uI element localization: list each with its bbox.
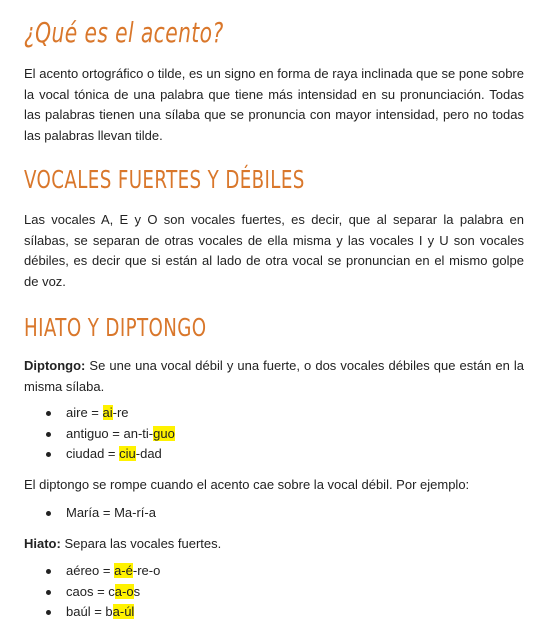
paragraph-vowels: Las vocales A, E y O son vocales fuertes, es decir, que al separar la palabra en sílabas, se separan de otras vocales de ella misma y las vocales I y U son vocales débiles, es decir que si están al lado de otra vocal se pronuncian en el mismo golpe de voz. bbox=[24, 212, 524, 289]
break-example-list bbox=[46, 503, 156, 524]
example-list-item bbox=[46, 602, 160, 623]
highlighted-syllable: a-o bbox=[114, 583, 134, 599]
syllable-text: c bbox=[108, 583, 115, 599]
highlighted-syllable: a-úl bbox=[112, 604, 135, 619]
syllable-text: Ma-rí-a bbox=[114, 505, 156, 520]
syllable-text: -re-o bbox=[132, 563, 161, 578]
hiato-definition: Separa las vocales fuertes. bbox=[60, 536, 222, 551]
equals-sign: = bbox=[87, 405, 103, 420]
equals-sign: = bbox=[99, 505, 115, 520]
syllable-text: an-ti- bbox=[123, 425, 154, 441]
highlighted-syllable: a-é bbox=[114, 563, 133, 578]
example-word: María bbox=[66, 505, 100, 520]
paragraph-diptongo bbox=[24, 356, 524, 397]
equals-sign: = bbox=[90, 604, 106, 619]
diptongo-example-list bbox=[46, 403, 175, 465]
diptongo-definition: Se une una vocal débil y una fuerte, o dos vocales débiles que están en la misma sílaba. bbox=[24, 358, 524, 394]
equals-sign: = bbox=[108, 425, 124, 441]
highlighted-syllable: guo bbox=[153, 425, 175, 441]
hiato-example-list bbox=[46, 561, 160, 623]
paragraph-diptongo-break: El diptongo se rompe cuando el acento cae sobre la vocal débil. Por ejemplo: bbox=[24, 477, 470, 492]
syllable-text: -re bbox=[112, 405, 129, 420]
equals-sign: = bbox=[104, 446, 120, 461]
bullet-icon bbox=[46, 432, 51, 437]
example-word: antiguo bbox=[66, 425, 109, 441]
example-list-item bbox=[46, 424, 175, 445]
equals-sign: = bbox=[93, 583, 109, 599]
bullet-icon bbox=[46, 511, 51, 516]
example-word: aire bbox=[66, 405, 88, 420]
bullet-icon bbox=[46, 411, 51, 416]
syllable-text: b bbox=[105, 604, 113, 619]
heading-accent: ¿Qué es el acento? bbox=[24, 18, 224, 50]
bullet-icon bbox=[46, 610, 51, 615]
equals-sign: = bbox=[99, 563, 115, 578]
example-list-item bbox=[46, 582, 160, 603]
example-list-item bbox=[46, 561, 160, 582]
heading-vowels: VOCALES FUERTES Y DÉBILES bbox=[24, 165, 305, 195]
bullet-icon bbox=[46, 452, 51, 457]
example-word: aéreo bbox=[66, 563, 100, 578]
example-list-item bbox=[46, 403, 175, 424]
hiato-label: Hiato: bbox=[24, 536, 61, 551]
example-list-item bbox=[46, 444, 175, 465]
bullet-icon bbox=[46, 569, 51, 574]
example-word: baúl bbox=[66, 604, 91, 619]
example-word: ciudad bbox=[66, 446, 105, 461]
example-word: caos bbox=[66, 583, 94, 599]
diptongo-label: Diptongo: bbox=[24, 358, 86, 373]
highlighted-syllable: ciu bbox=[119, 446, 136, 461]
syllable-text: -dad bbox=[135, 446, 162, 461]
syllable-text: s bbox=[133, 583, 141, 599]
paragraph-accent: El acento ortográfico o tilde, es un signo en forma de raya inclinada que se pone sobre la vocal tónica de una palabra que tiene más intensidad en su pronunciación. Todas las palabras tienen una sílaba que se pronuncia con mayor intensidad, pero no todas las palabras llevan tilde. bbox=[24, 66, 524, 143]
bullet-icon bbox=[46, 590, 51, 595]
example-list-item bbox=[46, 503, 156, 524]
heading-hiatus: HIATO Y DIPTONGO bbox=[24, 313, 207, 343]
highlighted-syllable: ai bbox=[102, 405, 113, 420]
paragraph-hiato bbox=[24, 534, 524, 555]
